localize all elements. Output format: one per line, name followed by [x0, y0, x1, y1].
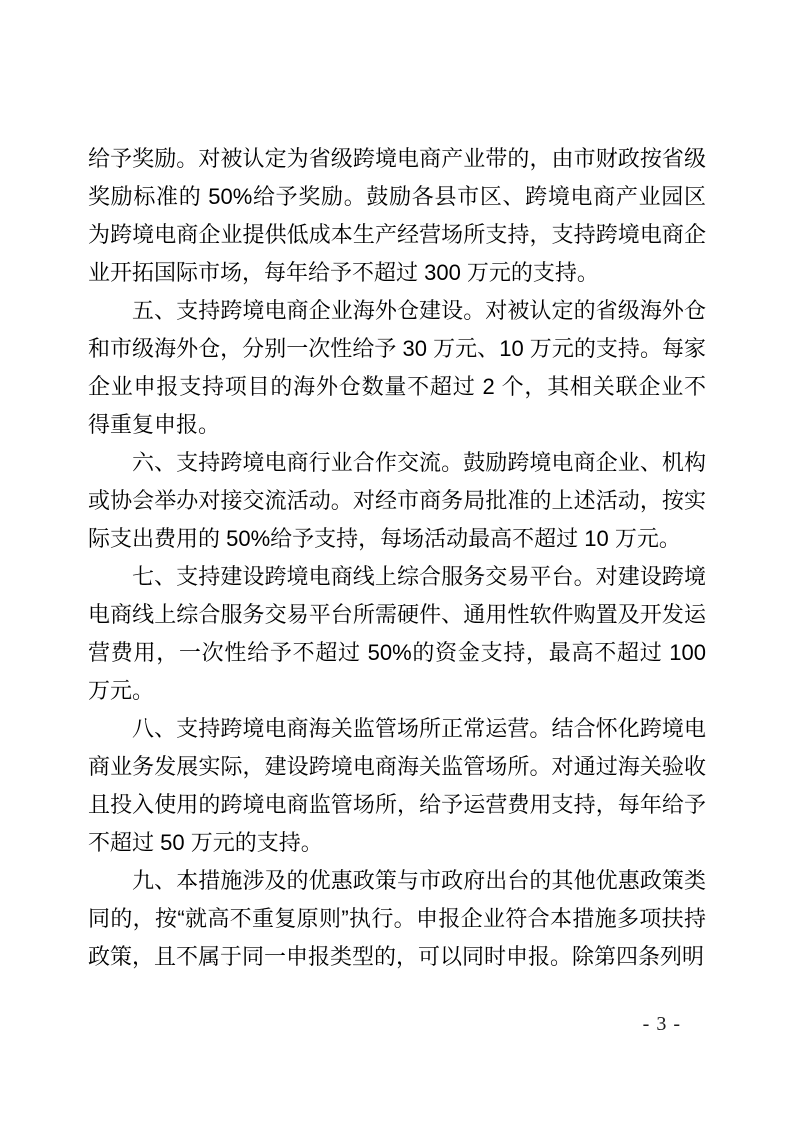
document-text-block	[88, 140, 706, 976]
paragraph-item-9: 九、本措施涉及的优惠政策与市政府出台的其他优惠政策类同的，按“就高不重复原则”执行。申报企业符合本措施多项扶持政策，且不属于同一申报类型的，可以同时申报。除第四条列明	[88, 868, 706, 969]
page-number: - 3 -	[642, 1013, 681, 1035]
paragraph-item-8: 八、支持跨境电商海关监管场所正常运营。结合怀化跨境电商业务发展实际，建设跨境电商海关监管场所。对通过海关验收且投入使用的跨境电商监管场所，给予运营费用支持，每年给予不超过 50 万元的支持。	[88, 716, 706, 855]
paragraph-continued: 给予奖励。对被认定为省级跨境电商产业带的，由市财政按省级奖励标准的 50%给予奖励。鼓励各县市区、跨境电商产业园区为跨境电商企业提供低成本生产经营场所支持，支持跨境电商企业开拓国际市场，每年给予不超过 300 万元的支持。	[88, 146, 706, 285]
paragraph-item-6: 六、支持跨境电商行业合作交流。鼓励跨境电商企业、机构或协会举办对接交流活动。对经市商务局批准的上述活动，按实际支出费用的 50%给予支持，每场活动最高不超过 10 万元。	[88, 450, 706, 551]
paragraph-item-5: 五、支持跨境电商企业海外仓建设。对被认定的省级海外仓和市级海外仓，分别一次性给予 30 万元、10 万元的支持。每家企业申报支持项目的海外仓数量不超过 2 个，其相关联企业不得重复申报。	[88, 298, 706, 437]
paragraph-item-7: 七、支持建设跨境电商线上综合服务交易平台。对建设跨境电商线上综合服务交易平台所需硬件、通用性软件购置及开发运营费用，一次性给予不超过 50%的资金支持，最高不超过 100 万元。	[88, 564, 706, 703]
